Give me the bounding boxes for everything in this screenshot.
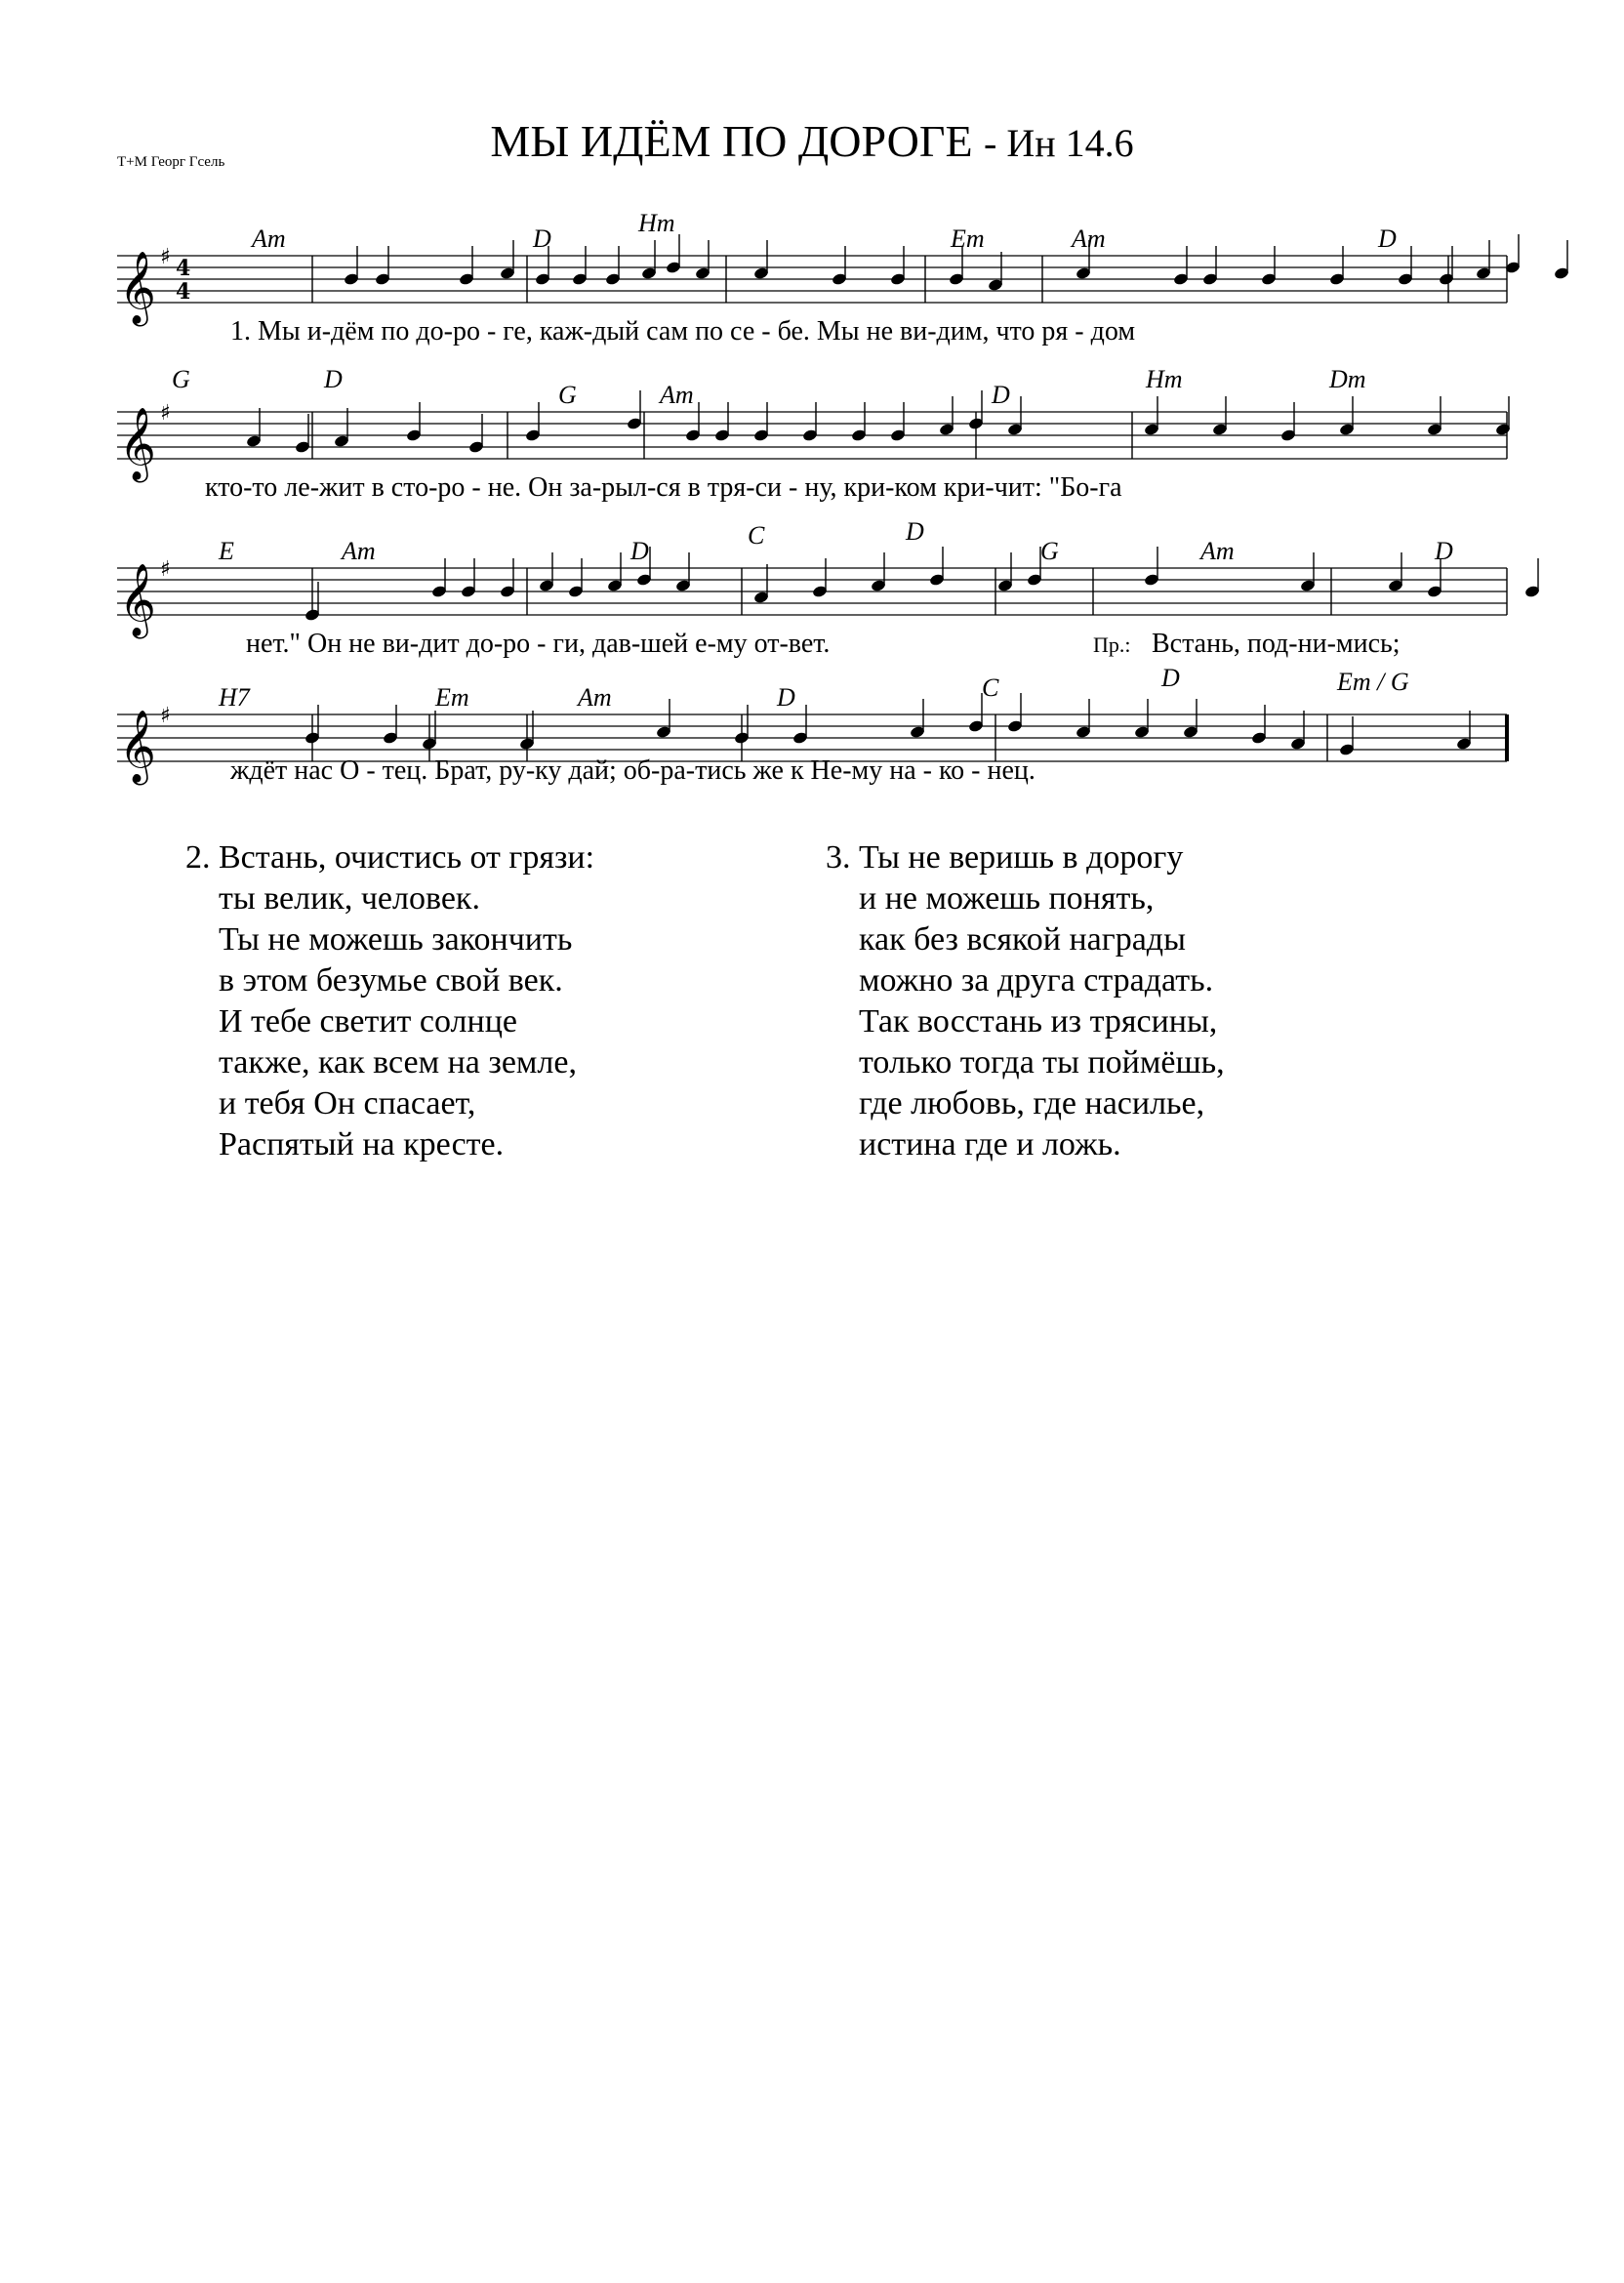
chord-symbol: Am (1072, 224, 1106, 253)
title-text: МЫ ИДЁМ ПО ДОРОГЕ (490, 116, 973, 166)
key-signature-sharp: ♯ (160, 401, 171, 426)
chord-symbol: E (219, 537, 234, 565)
chord-symbol: G (558, 381, 577, 409)
verse-line: также, как всем на земле, (219, 1044, 577, 1080)
key-signature-sharp: ♯ (160, 557, 171, 582)
chord-symbol: Hm (638, 209, 675, 237)
chord-symbol: D (1435, 537, 1453, 565)
verse-line: где любовь, где насилье, (859, 1085, 1205, 1121)
verse-2 (185, 837, 594, 1165)
verse-line: Ты не можешь закончить (219, 921, 573, 958)
chord-symbol: D (992, 381, 1010, 409)
chord-symbol: G (172, 365, 190, 393)
staff-system-2 (117, 361, 1507, 517)
treble-clef-icon: 𝄞 (119, 564, 156, 636)
lyrics-line: нет." Он не ви-дит до-ро - ги, дав-шей е-му от-вет. (246, 629, 831, 659)
staff-notation (117, 517, 1507, 644)
time-signature-top: 4 (176, 256, 191, 281)
song-title (0, 115, 1624, 167)
verse-line: 2. Встань, очистись от грязи: (185, 839, 595, 876)
key-signature-sharp: ♯ (160, 704, 171, 728)
chord-symbol: C (982, 673, 999, 702)
treble-clef-icon: 𝄞 (119, 711, 156, 783)
chord-symbol: G (1040, 537, 1059, 565)
author-credit: Т+М Георг Гсель (117, 154, 225, 170)
verse-line: и не можешь понять, (859, 880, 1155, 917)
verse-line: как без всякой награды (859, 921, 1186, 958)
chord-symbol: Am (342, 537, 376, 565)
verse-line: Распятый на кресте. (219, 1126, 505, 1162)
chord-symbol: D (1161, 664, 1180, 692)
chord-symbol: Am (252, 224, 286, 253)
chord-symbol: Em / G (1337, 668, 1409, 696)
refrain-label: Пр.: (1093, 632, 1131, 657)
chord-symbol: Hm (1146, 365, 1183, 393)
lyrics-line: Встань, под-ни-мись; (1152, 629, 1401, 659)
chord-symbol: D (777, 683, 795, 712)
chord-symbol: Am (660, 381, 694, 409)
verse-line: в этом безумье свой век. (219, 962, 563, 999)
chord-symbol: D (324, 365, 343, 393)
verse-line: истина где и ложь. (859, 1126, 1121, 1162)
chord-symbol: D (533, 224, 551, 253)
lyrics-line: ждёт нас О - тец. Брат, ру-ку дай; об-ра-тись же к Не-му на - ко - нец. (230, 755, 1035, 786)
chord-symbol: Em (435, 683, 469, 712)
verse-3 (826, 837, 1225, 1165)
chord-symbol: Dm (1329, 365, 1366, 393)
treble-clef-icon: 𝄞 (119, 408, 156, 480)
lyrics-line: кто-то ле-жит в сто-ро - не. Он за-рыл-ся в тря-си - ну, кри-ком кри-чит: "Бо-га (205, 472, 1122, 503)
staff-system-4 (117, 664, 1507, 820)
chord-symbol: Am (1200, 537, 1235, 565)
verse-line: и тебя Он спасает, (219, 1085, 476, 1121)
scripture-reference: - Ин 14.6 (984, 121, 1134, 165)
lyrics-line: 1. Мы и-дём по до-ро - ге, каж-дый сам по се - бе. Мы не ви-дим, что ря - дом (230, 316, 1136, 347)
chord-symbol: Am (578, 683, 612, 712)
chord-symbol: D (1378, 224, 1397, 253)
chord-symbol: D (630, 537, 649, 565)
verse-line: только тогда ты поймёшь, (859, 1044, 1225, 1080)
chord-symbol: Em (951, 224, 985, 253)
verse-line: 3. Ты не веришь в дорогу (826, 839, 1184, 876)
verse-line: можно за друга страдать. (859, 962, 1214, 999)
verse-line: И тебе светит солнце (219, 1003, 517, 1040)
chord-symbol: D (906, 517, 924, 546)
staff-system-1 (117, 205, 1507, 361)
chord-symbol: C (748, 521, 765, 550)
chord-symbol: H7 (219, 683, 250, 712)
verse-line: ты велик, человек. (219, 880, 480, 917)
time-signature-bottom: 4 (176, 279, 191, 305)
key-signature-sharp: ♯ (160, 245, 171, 269)
verse-line: Так восстань из трясины, (859, 1003, 1218, 1040)
staff-system-3 (117, 517, 1507, 673)
treble-clef-icon: 𝄞 (119, 252, 156, 324)
staff-notation (117, 205, 1507, 332)
